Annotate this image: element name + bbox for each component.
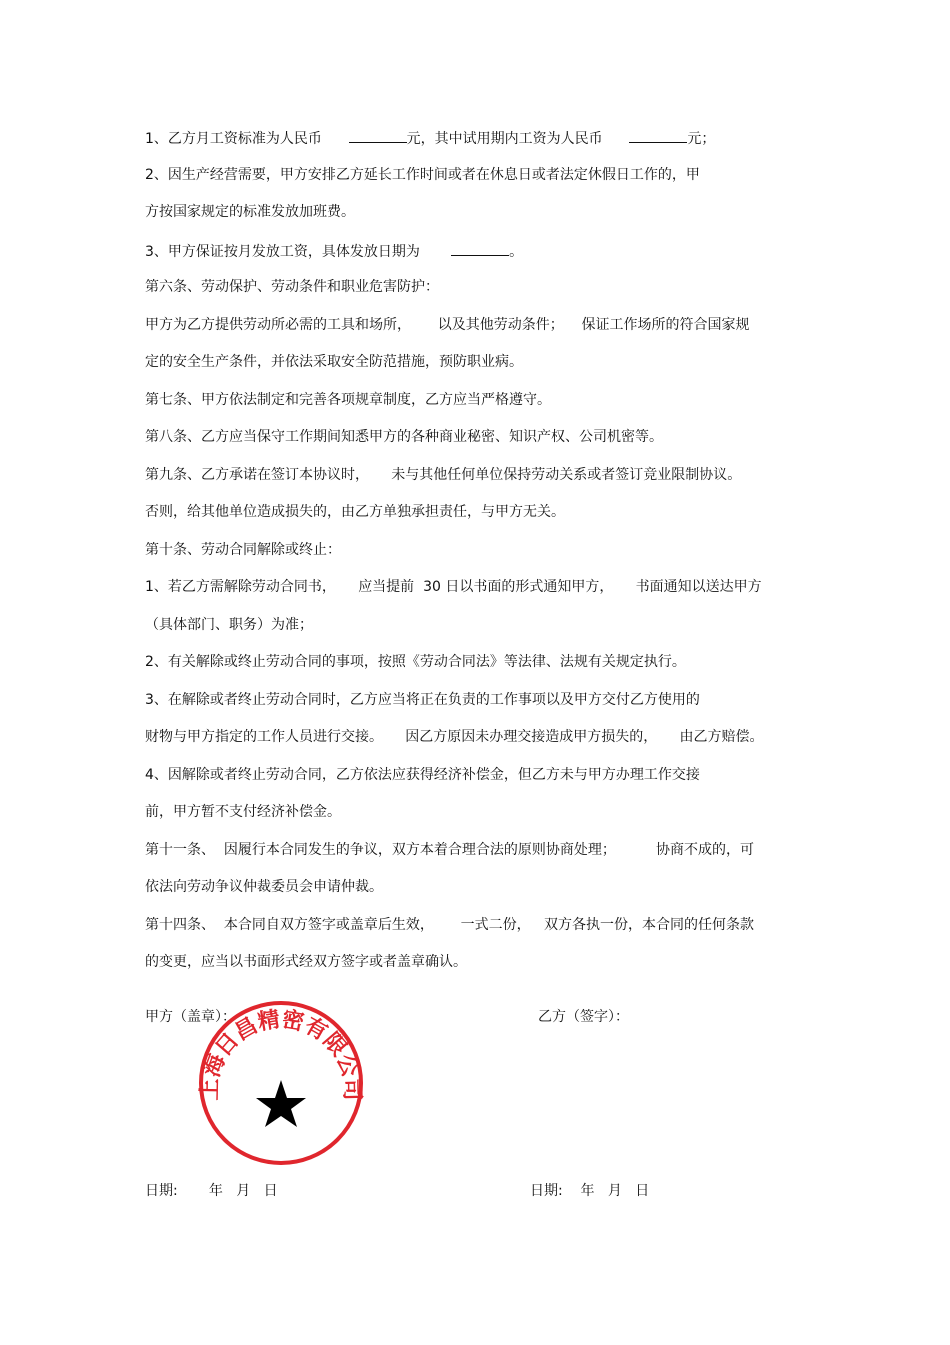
- article-11-line-1: 第十一条、 因履行本合同发生的争议，双方本着合理合法的原则协商处理； 协商不成的，可: [145, 842, 754, 858]
- salary-line-3: 3、甲方保证按月发放工资，具体发放日期为 。: [145, 241, 523, 261]
- article-6-p2: 定的安全生产条件，并依法采取安全防范措施，预防职业病。: [145, 354, 523, 370]
- seal-star-icon: [256, 1080, 306, 1127]
- article-11-line-2: 依法向劳动争议仲裁委员会申请仲裁。: [145, 879, 383, 895]
- salary-line-2: 2、因生产经营需要，甲方安排乙方延长工作时间或者在休息日或者法定休假日工作的，甲: [145, 167, 700, 183]
- party-b-label: 乙方（签字）：: [538, 1009, 629, 1025]
- article-7: 第七条、甲方依法制定和完善各项规章制度，乙方应当严格遵守。: [145, 392, 551, 408]
- article-10-item-1: 1、若乙方需解除劳动合同书， 应当提前 30 日以书面的形式通知甲方， 书面通知以送达甲方: [145, 579, 762, 595]
- salary-blank: [349, 128, 407, 143]
- article-10-title: 第十条、劳动合同解除或终止：: [145, 542, 341, 558]
- probation-salary-blank: [629, 128, 687, 143]
- article-10-item-1b: （具体部门、职务）为准；: [145, 617, 313, 633]
- article-14-line-2: 的变更，应当以书面形式经双方签字或者盖章确认。: [145, 954, 467, 970]
- article-6-p1: 甲方为乙方提供劳动所必需的工具和场所， 以及其他劳动条件； 保证工作场所的符合国家规: [145, 317, 750, 333]
- salary-line-2b: 方按国家规定的标准发放加班费。: [145, 204, 355, 220]
- article-14-line-1: 第十四条、 本合同自双方签字或盖章后生效， 一式二份， 双方各执一份，本合同的任何条款: [145, 917, 754, 933]
- party-a-label: 甲方（盖章）：: [145, 1009, 236, 1025]
- article-6-title: 第六条、劳动保护、劳动条件和职业危害防护：: [145, 279, 439, 295]
- article-8: 第八条、乙方应当保守工作期间知悉甲方的各种商业秘密、知识产权、公司机密等。: [145, 429, 663, 445]
- article-10-item-3b: 财物与甲方指定的工作人员进行交接。 因乙方原因未办理交接造成甲方损失的， 由乙方赔偿。: [145, 729, 764, 745]
- article-10-item-3: 3、在解除或者终止劳动合同时，乙方应当将正在负责的工作事项以及甲方交付乙方使用的: [145, 692, 700, 708]
- article-10-item-2: 2、有关解除或终止劳动合同的事项，按照《劳动合同法》等法律、法规有关规定执行。: [145, 654, 686, 670]
- date-row-a: 日期: 年 月 日: [145, 1183, 278, 1199]
- article-10-item-4: 4、因解除或者终止劳动合同，乙方依法应获得经济补偿金，但乙方未与甲方办理工作交接: [145, 767, 700, 783]
- article-9-line-1: 第九条、乙方承诺在签订本协议时， 未与其他任何单位保持劳动关系或者签订竞业限制协议。: [145, 467, 742, 483]
- pay-date-blank: [451, 241, 509, 256]
- company-seal: [196, 998, 366, 1168]
- salary-line-1: 1、乙方月工资标准为人民币 元，其中试用期内工资为人民币 元；: [145, 128, 715, 148]
- article-10-item-4b: 前，甲方暂不支付经济补偿金。: [145, 804, 341, 820]
- seal-company-name: 上海日昌精密有限公司: [197, 1007, 365, 1101]
- article-9-line-2: 否则，给其他单位造成损失的，由乙方单独承担责任，与甲方无关。: [145, 504, 565, 520]
- date-row-b: 日期: 年 月 日: [530, 1183, 650, 1199]
